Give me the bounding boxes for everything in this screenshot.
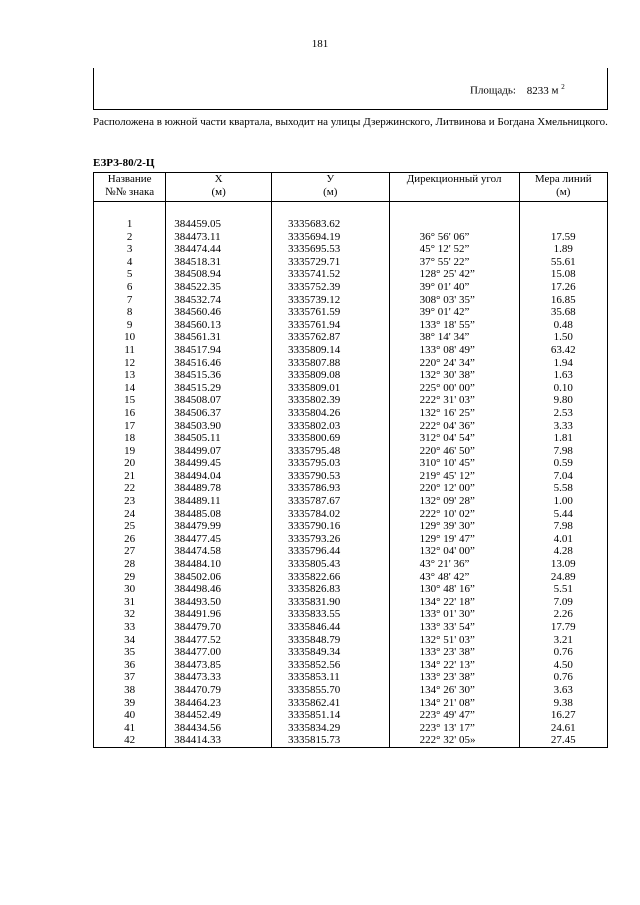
table-row [94, 659, 608, 672]
cell-point-number: 27 [94, 545, 166, 558]
table-row [94, 470, 608, 483]
area-label: Площадь: [470, 84, 516, 97]
cell-y: 3335831.90 [271, 596, 389, 609]
cell-direction: 128° 25' 42” [389, 268, 519, 281]
cell-direction: 132° 51' 03” [389, 634, 519, 647]
cell-y: 3335802.03 [271, 420, 389, 433]
cell-x: 384414.33 [166, 734, 272, 747]
cell-y: 3335809.14 [271, 344, 389, 357]
cell-length: 4.50 [519, 659, 607, 672]
header-length-line2: (м) [556, 186, 571, 198]
cell-direction: 38° 14' 34” [389, 331, 519, 344]
cell-x: 384493.50 [166, 596, 272, 609]
table-title: ЕЗРЗ-80/2-Ц [93, 157, 155, 169]
cell-x: 384494.04 [166, 470, 272, 483]
cell-length: 1.94 [519, 357, 607, 370]
table-spacer-row [94, 202, 608, 219]
cell-y: 3335793.26 [271, 533, 389, 546]
table-header-row [94, 173, 608, 202]
cell-length: 3.21 [519, 634, 607, 647]
cell-point-number: 39 [94, 697, 166, 710]
table-row [94, 709, 608, 722]
table-row [94, 457, 608, 470]
page-number: 181 [311, 38, 329, 50]
table-row [94, 445, 608, 458]
cell-length: 17.59 [519, 231, 607, 244]
cell-direction: 133° 23' 38” [389, 671, 519, 684]
cell-y: 3335741.52 [271, 268, 389, 281]
cell-point-number: 22 [94, 482, 166, 495]
cell-x: 384452.49 [166, 709, 272, 722]
cell-direction: 130° 48' 16” [389, 583, 519, 596]
table-row [94, 243, 608, 256]
cell-y: 3335855.70 [271, 684, 389, 697]
table-row [94, 734, 608, 747]
table-row [94, 495, 608, 508]
cell-length: 3.63 [519, 684, 607, 697]
cell-direction: 134° 22' 18” [389, 596, 519, 609]
cell-point-number: 24 [94, 508, 166, 521]
cell-direction: 132° 30' 38” [389, 369, 519, 382]
table-row [94, 634, 608, 647]
cell-point-number: 13 [94, 369, 166, 382]
cell-x: 384474.44 [166, 243, 272, 256]
table-row [94, 583, 608, 596]
cell-y: 3335851.14 [271, 709, 389, 722]
header-name-line2: №№ знака [105, 186, 155, 198]
header-direction-line1: Дирекционный угол [406, 173, 502, 185]
cell-point-number: 12 [94, 357, 166, 370]
cell-point-number: 7 [94, 294, 166, 307]
cell-y: 3335761.94 [271, 319, 389, 332]
cell-length: 0.10 [519, 382, 607, 395]
cell-direction: 133° 33' 54” [389, 621, 519, 634]
cell-direction: 220° 12' 00” [389, 482, 519, 495]
cell-y: 3335848.79 [271, 634, 389, 647]
cell-length: 17.79 [519, 621, 607, 634]
cell-x: 384499.45 [166, 457, 272, 470]
cell-direction: 223° 49' 47” [389, 709, 519, 722]
cell-length [519, 218, 607, 231]
cell-length: 0.76 [519, 671, 607, 684]
cell-x: 384477.52 [166, 634, 272, 647]
table-row [94, 407, 608, 420]
cell-x: 384516.46 [166, 357, 272, 370]
cell-length: 17.26 [519, 281, 607, 294]
cell-direction: 220° 46' 50” [389, 445, 519, 458]
cell-x: 384502.06 [166, 571, 272, 584]
cell-x: 384560.13 [166, 319, 272, 332]
cell-x: 384503.90 [166, 420, 272, 433]
cell-direction: 225° 00' 00” [389, 382, 519, 395]
cell-direction: 132° 04' 00” [389, 545, 519, 558]
table-row [94, 281, 608, 294]
cell-direction: 133° 23' 38” [389, 646, 519, 659]
cell-x: 384515.29 [166, 382, 272, 395]
header-name-line1: Название [107, 173, 152, 185]
cell-x: 384474.58 [166, 545, 272, 558]
table-row [94, 432, 608, 445]
cell-y: 3335802.39 [271, 394, 389, 407]
cell-length: 13.09 [519, 558, 607, 571]
cell-point-number: 19 [94, 445, 166, 458]
cell-length: 27.45 [519, 734, 607, 747]
header-length [519, 173, 607, 202]
area-line [470, 83, 565, 97]
location-description: Расположена в южной части квартала, выходит на улицы Дзержинского, Литвинова и Богдана Хмельницкого. [93, 116, 608, 128]
header-x-line2: (м) [211, 186, 226, 198]
cell-length: 4.28 [519, 545, 607, 558]
cell-y: 3335853.11 [271, 671, 389, 684]
cell-y: 3335826.83 [271, 583, 389, 596]
cell-direction: 132° 16' 25” [389, 407, 519, 420]
cell-length: 9.80 [519, 394, 607, 407]
table-row [94, 369, 608, 382]
cell-length: 5.58 [519, 482, 607, 495]
cell-x: 384485.08 [166, 508, 272, 521]
cell-direction: 133° 01' 30” [389, 608, 519, 621]
cell-length: 15.08 [519, 268, 607, 281]
table-row [94, 684, 608, 697]
cell-point-number: 1 [94, 218, 166, 231]
cell-y: 3335786.93 [271, 482, 389, 495]
cell-point-number: 33 [94, 621, 166, 634]
table-row [94, 646, 608, 659]
cell-point-number: 20 [94, 457, 166, 470]
cell-length: 24.61 [519, 722, 607, 735]
table-row [94, 697, 608, 710]
cell-point-number: 17 [94, 420, 166, 433]
cell-y: 3335809.01 [271, 382, 389, 395]
cell-x: 384489.78 [166, 482, 272, 495]
cell-y: 3335739.12 [271, 294, 389, 307]
cell-x: 384470.79 [166, 684, 272, 697]
coordinates-table [93, 172, 608, 748]
cell-x: 384473.11 [166, 231, 272, 244]
cell-y: 3335784.02 [271, 508, 389, 521]
cell-x: 384505.11 [166, 432, 272, 445]
header-y-line1: У [326, 173, 335, 185]
cell-y: 3335834.29 [271, 722, 389, 735]
cell-point-number: 3 [94, 243, 166, 256]
cell-point-number: 9 [94, 319, 166, 332]
cell-length: 0.59 [519, 457, 607, 470]
cell-point-number: 32 [94, 608, 166, 621]
cell-point-number: 37 [94, 671, 166, 684]
cell-length: 0.76 [519, 646, 607, 659]
cell-x: 384498.46 [166, 583, 272, 596]
cell-point-number: 42 [94, 734, 166, 747]
cell-point-number: 36 [94, 659, 166, 672]
cell-x: 384508.07 [166, 394, 272, 407]
cell-length: 7.98 [519, 520, 607, 533]
table-row [94, 533, 608, 546]
cell-y: 3335787.67 [271, 495, 389, 508]
cell-point-number: 10 [94, 331, 166, 344]
cell-length: 7.04 [519, 470, 607, 483]
cell-y: 3335752.39 [271, 281, 389, 294]
cell-direction: 223° 13' 17” [389, 722, 519, 735]
cell-direction: 222° 31' 03” [389, 394, 519, 407]
table-row [94, 545, 608, 558]
table-row [94, 231, 608, 244]
cell-point-number: 23 [94, 495, 166, 508]
cell-y: 3335796.44 [271, 545, 389, 558]
table-row [94, 256, 608, 269]
cell-length: 24.89 [519, 571, 607, 584]
cell-y: 3335852.56 [271, 659, 389, 672]
cell-x: 384459.05 [166, 218, 272, 231]
cell-point-number: 4 [94, 256, 166, 269]
table-row [94, 520, 608, 533]
cell-point-number: 38 [94, 684, 166, 697]
cell-y: 3335862.41 [271, 697, 389, 710]
cell-length: 1.50 [519, 331, 607, 344]
cell-direction: 134° 22' 13” [389, 659, 519, 672]
header-y [271, 173, 389, 202]
cell-y: 3335762.87 [271, 331, 389, 344]
cell-point-number: 34 [94, 634, 166, 647]
cell-length: 1.63 [519, 369, 607, 382]
header-direction [389, 173, 519, 202]
table-row [94, 621, 608, 634]
cell-length: 2.53 [519, 407, 607, 420]
cell-y: 3335815.73 [271, 734, 389, 747]
cell-point-number: 18 [94, 432, 166, 445]
cell-y: 3335833.55 [271, 608, 389, 621]
area-unit: м [551, 84, 559, 97]
table-row [94, 218, 608, 231]
cell-y: 3335846.44 [271, 621, 389, 634]
cell-y: 3335761.59 [271, 306, 389, 319]
cell-point-number: 16 [94, 407, 166, 420]
table-row [94, 420, 608, 433]
cell-direction: 308° 03' 35” [389, 294, 519, 307]
cell-direction: 43° 21' 36” [389, 558, 519, 571]
cell-length: 16.27 [519, 709, 607, 722]
cell-y: 3335790.53 [271, 470, 389, 483]
cell-y: 3335795.48 [271, 445, 389, 458]
cell-x: 384499.07 [166, 445, 272, 458]
cell-length: 0.48 [519, 319, 607, 332]
table-row [94, 331, 608, 344]
cell-direction: 39° 01' 42” [389, 306, 519, 319]
area-value: 8233 [526, 84, 549, 97]
table-row [94, 558, 608, 571]
table-row [94, 394, 608, 407]
cell-x: 384517.94 [166, 344, 272, 357]
cell-direction: 134° 26' 30” [389, 684, 519, 697]
cell-x: 384532.74 [166, 294, 272, 307]
cell-x: 384477.45 [166, 533, 272, 546]
cell-x: 384464.23 [166, 697, 272, 710]
cell-length: 7.98 [519, 445, 607, 458]
cell-direction: 43° 48' 42” [389, 571, 519, 584]
cell-y: 3335805.43 [271, 558, 389, 571]
cell-length: 2.26 [519, 608, 607, 621]
table-row [94, 608, 608, 621]
cell-length: 1.81 [519, 432, 607, 445]
cell-direction: 36° 56' 06” [389, 231, 519, 244]
cell-y: 3335790.16 [271, 520, 389, 533]
cell-direction: 220° 24' 34” [389, 357, 519, 370]
cell-point-number: 28 [94, 558, 166, 571]
cell-length: 5.51 [519, 583, 607, 596]
cell-x: 384489.11 [166, 495, 272, 508]
area-unit-sup: 2 [561, 83, 565, 91]
cell-length: 63.42 [519, 344, 607, 357]
cell-x: 384506.37 [166, 407, 272, 420]
cell-point-number: 5 [94, 268, 166, 281]
table-row [94, 319, 608, 332]
cell-point-number: 35 [94, 646, 166, 659]
cell-point-number: 6 [94, 281, 166, 294]
cell-x: 384518.31 [166, 256, 272, 269]
table-row [94, 357, 608, 370]
cell-x: 384434.56 [166, 722, 272, 735]
cell-length: 4.01 [519, 533, 607, 546]
cell-length: 16.85 [519, 294, 607, 307]
cell-point-number: 41 [94, 722, 166, 735]
cell-direction: 222° 10' 02” [389, 508, 519, 521]
table-row [94, 722, 608, 735]
cell-y: 3335849.34 [271, 646, 389, 659]
table-row [94, 294, 608, 307]
cell-direction: 222° 32' 05» [389, 734, 519, 747]
cell-direction: 310° 10' 45” [389, 457, 519, 470]
cell-y: 3335800.69 [271, 432, 389, 445]
cell-length: 7.09 [519, 596, 607, 609]
cell-point-number: 11 [94, 344, 166, 357]
cell-point-number: 26 [94, 533, 166, 546]
cell-x: 384491.96 [166, 608, 272, 621]
cell-point-number: 29 [94, 571, 166, 584]
cell-y: 3335695.53 [271, 243, 389, 256]
cell-x: 384473.85 [166, 659, 272, 672]
cell-x: 384479.99 [166, 520, 272, 533]
cell-x: 384561.31 [166, 331, 272, 344]
cell-y: 3335822.66 [271, 571, 389, 584]
header-x-line1: X [214, 173, 223, 185]
cell-point-number: 21 [94, 470, 166, 483]
cell-direction: 134° 21' 08” [389, 697, 519, 710]
cell-length: 55.61 [519, 256, 607, 269]
cell-direction: 133° 18' 55” [389, 319, 519, 332]
cell-point-number: 25 [94, 520, 166, 533]
cell-y: 3335804.26 [271, 407, 389, 420]
cell-length: 1.00 [519, 495, 607, 508]
cell-x: 384473.33 [166, 671, 272, 684]
cell-y: 3335729.71 [271, 256, 389, 269]
cell-point-number: 8 [94, 306, 166, 319]
cell-direction: 132° 09' 28” [389, 495, 519, 508]
cell-x: 384515.36 [166, 369, 272, 382]
cell-direction: 45° 12' 52” [389, 243, 519, 256]
header-y-line2: (м) [323, 186, 338, 198]
table-row [94, 382, 608, 395]
cell-x: 384477.00 [166, 646, 272, 659]
cell-y: 3335683.62 [271, 218, 389, 231]
table-row [94, 571, 608, 584]
cell-direction: 39° 01' 40” [389, 281, 519, 294]
cell-point-number: 2 [94, 231, 166, 244]
cell-direction: 222° 04' 36” [389, 420, 519, 433]
cell-length: 5.44 [519, 508, 607, 521]
table-row [94, 344, 608, 357]
cell-direction: 133° 08' 49” [389, 344, 519, 357]
cell-length: 1.89 [519, 243, 607, 256]
cell-x: 384560.46 [166, 306, 272, 319]
table-row [94, 596, 608, 609]
cell-length: 35.68 [519, 306, 607, 319]
cell-x: 384479.70 [166, 621, 272, 634]
cell-y: 3335694.19 [271, 231, 389, 244]
cell-length: 9.38 [519, 697, 607, 710]
table-row [94, 268, 608, 281]
cell-point-number: 31 [94, 596, 166, 609]
cell-direction: 219° 45' 12” [389, 470, 519, 483]
cell-direction: 312° 04' 54” [389, 432, 519, 445]
cell-length: 3.33 [519, 420, 607, 433]
table-row [94, 671, 608, 684]
cell-direction: 129° 39' 30” [389, 520, 519, 533]
cell-point-number: 30 [94, 583, 166, 596]
cell-x: 384508.94 [166, 268, 272, 281]
cell-point-number: 14 [94, 382, 166, 395]
cell-y: 3335809.08 [271, 369, 389, 382]
header-x [166, 173, 272, 202]
table-row [94, 482, 608, 495]
table-row [94, 306, 608, 319]
cell-x: 384484.10 [166, 558, 272, 571]
header-name [94, 173, 166, 202]
cell-point-number: 40 [94, 709, 166, 722]
cell-x: 384522.35 [166, 281, 272, 294]
cell-point-number: 15 [94, 394, 166, 407]
cell-y: 3335807.88 [271, 357, 389, 370]
cell-direction [389, 218, 519, 231]
cell-direction: 37° 55' 22” [389, 256, 519, 269]
cell-y: 3335795.03 [271, 457, 389, 470]
cell-direction: 129° 19' 47” [389, 533, 519, 546]
table-row [94, 508, 608, 521]
header-length-line1: Мера линий [534, 173, 592, 185]
